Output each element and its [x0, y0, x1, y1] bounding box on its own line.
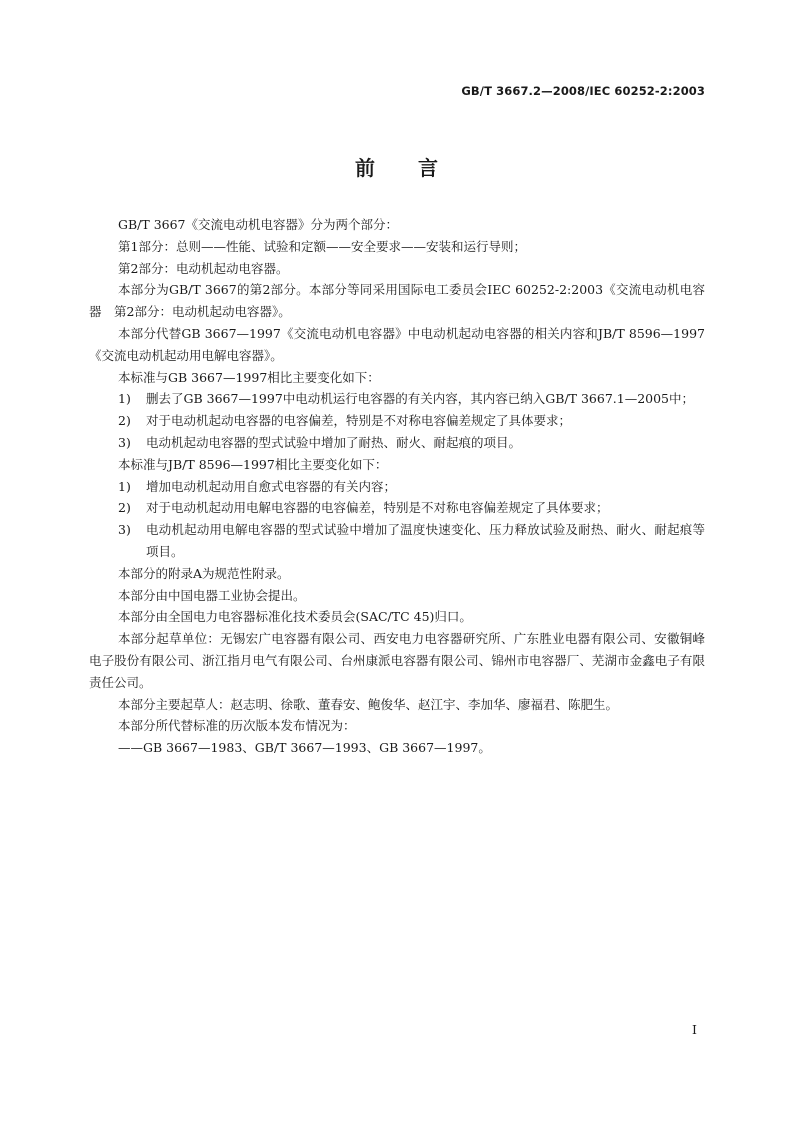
paragraph-committee: 本部分由全国电力电容器标准化技术委员会(SAC/TC 45)归口。 — [118, 609, 472, 625]
paragraph-adoption: 本部分为GB/T 3667的第2部分。本部分等同采用国际电工委员会IEC 60252-2:2003《交流电动机电容器 第2部分：电动机起动电容器》。 — [89, 282, 705, 320]
list-item-text: 对于电动机起动用电解电容器的电容偏差，特别是不对称电容偏差规定了具体要求； — [146, 500, 609, 516]
paragraph-part-2: 第2部分：电动机起动电容器。 — [118, 260, 289, 276]
list-item-number: 1) — [118, 478, 131, 494]
paragraph-changes-jb: 本标准与JB/T 8596—1997相比主要变化如下： — [118, 456, 388, 472]
paragraph-annex: 本部分的附录A为规范性附录。 — [118, 565, 290, 581]
list-item-text: 电动机起动用电解电容器的型式试验中增加了温度快速变化、压力释放试验及耐热、耐火、耐起痕等项目。 — [146, 522, 705, 559]
title-char-2: 言 — [418, 156, 439, 180]
title-char-1: 前 — [355, 156, 376, 180]
paragraph-proposer: 本部分由中国电器工业协会提出。 — [118, 587, 306, 603]
list-item — [89, 497, 705, 519]
paragraph-history-list: ——GB 3667—1983、GB/T 3667—1993、GB 3667—1997。 — [118, 740, 491, 756]
list-item-number: 3) — [118, 522, 131, 538]
list-item — [89, 476, 705, 498]
list-item-text: 删去了GB 3667—1997中电动机运行电容器的有关内容，其内容已纳入GB/T 3667.1—2005中； — [146, 391, 695, 407]
paragraph-history-intro: 本部分所代替标准的历次版本发布情况为： — [118, 718, 356, 734]
paragraph-replaces: 本部分代替GB 3667—1997《交流电动机电容器》中电动机起动电容器的相关内容和JB/T 8596—1997《交流电动机起动用电解电容器》。 — [89, 325, 705, 363]
list-item-text: 对于电动机起动电容器的电容偏差，特别是不对称电容偏差规定了具体要求； — [146, 413, 572, 429]
paragraph-parts-intro: GB/T 3667《交流电动机电容器》分为两个部分： — [118, 217, 399, 232]
list-item — [89, 519, 705, 563]
list-item-text: 增加电动机起动用自愈式电容器的有关内容； — [146, 478, 397, 494]
list-item-number: 3) — [118, 434, 131, 450]
page-number: I — [692, 1022, 697, 1037]
list-item — [89, 432, 705, 454]
list-item-number: 2) — [118, 413, 131, 429]
list-item — [89, 388, 705, 410]
list-item — [89, 410, 705, 432]
standard-number: GB/T 3667.2—2008/IEC 60252-2:2003 — [461, 84, 705, 98]
paragraph-changes-gb: 本标准与GB 3667—1997相比主要变化如下： — [118, 369, 380, 385]
list-item-text: 电动机起动电容器的型式试验中增加了耐热、耐火、耐起痕的项目。 — [146, 434, 522, 450]
page-title — [0, 152, 794, 181]
list-item-number: 2) — [118, 500, 131, 516]
paragraph-part-1: 第1部分：总则——性能、试验和定额——安全要求——安装和运行导则； — [118, 238, 526, 254]
list-item-number: 1) — [118, 391, 131, 407]
paragraph-drafters: 本部分主要起草人：赵志明、徐歌、董春安、鲍俊华、赵江宇、李加华、廖福君、陈肥生。 — [118, 696, 619, 712]
paragraph-drafting-units: 本部分起草单位：无锡宏广电容器有限公司、西安电力电容器研究所、广东胜业电器有限公司、安徽铜峰电子股份有限公司、浙江指月电气有限公司、台州康派电容器有限公司、锦州市电容器厂、芜湖市金鑫电子有限责任公司。 — [89, 631, 705, 690]
document-body — [89, 214, 705, 759]
